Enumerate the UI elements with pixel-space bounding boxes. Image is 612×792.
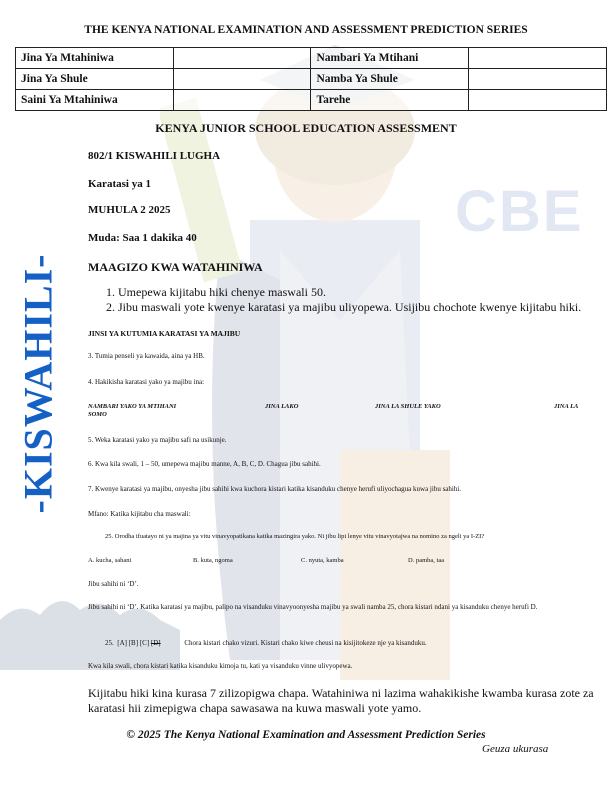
field-index-number: NAMBARI YAKO YA MTIHANI — [88, 403, 177, 410]
school-name-field[interactable] — [173, 69, 311, 90]
one-box-note: Kwa kila swali, chora kistari katika kisanduku kimoja tu, kati ya visanduku vinne ulivyopewa. — [88, 662, 353, 670]
header-title: THE KENYA NATIONAL EXAMINATION AND ASSESSMENT PREDICTION SERIES — [84, 24, 528, 36]
date-field[interactable] — [469, 90, 607, 111]
option-c: C. nyuta, kamba — [301, 557, 344, 564]
option-d: D. pamba, taa — [408, 557, 445, 564]
subject-side-label: -KISWAHILI- — [15, 253, 61, 514]
paper-number: Karatasi ya 1 — [88, 178, 151, 190]
index-number-label: Nambari Ya Mtihani — [311, 48, 469, 69]
assessment-title: KENYA JUNIOR SCHOOL EDUCATION ASSESSMENT — [155, 121, 457, 135]
bubble-note: Chora kistari chako vizuri. Kistari chako kiwe cheusi na kisijitokeze nje ya kisanduku. — [184, 639, 427, 647]
date-label: Tarehe — [311, 90, 469, 111]
table-row — [16, 69, 607, 90]
signature-label: Saini Ya Mtahiniwa — [16, 90, 174, 111]
rule-3: 3. Tumia penseli ya kawaida, aina ya HB. — [88, 352, 205, 360]
correct-answer: Jibu sahihi ni ‘D’. — [88, 580, 139, 588]
field-name: JINA LAKO — [265, 403, 299, 410]
example-label: Mfano: Katika kijitabu cha maswali: — [88, 510, 191, 518]
duration: Muda: Saa 1 dakika 40 — [88, 232, 197, 244]
table-row — [16, 48, 607, 69]
copyright: © 2025 The Kenya National Examination and Assessment Prediction Series — [126, 729, 486, 741]
option-a: A. kucha, sahani — [88, 557, 132, 564]
field-subject-cont: SOMO — [88, 411, 107, 418]
turn-over: Geuza ukurasa — [482, 743, 549, 755]
cbe-watermark: CBE — [455, 179, 584, 244]
table-row — [16, 90, 607, 111]
bubble-d-marked: [D] — [150, 639, 161, 647]
list-item: 2. Jibu maswali yote kwenye karatasi ya majibu uliyopewa. Usijibu chochote kwenye kijitabu hiki. — [118, 300, 581, 315]
rule-4: 4. Hakikisha karatasi yako ya majibu ina: — [88, 378, 205, 386]
field-school: JINA LA SHULE YAKO — [375, 403, 441, 410]
school-number-field[interactable] — [469, 69, 607, 90]
rule-5: 5. Weka karatasi yako ya majibu safi na usikunje. — [88, 436, 227, 444]
candidate-details-table — [15, 47, 607, 111]
signature-field[interactable] — [173, 90, 311, 111]
explanation: Jibu sahihi ni ‘D’. Katika karatasi ya majibu, palipo na visanduku vinavyoonyesha majibu ya swali namba 25, chora kistari ndani ya kisanduku chenye herufi D. — [88, 603, 538, 611]
school-name-label: Jina Ya Shule — [16, 69, 174, 90]
instructions-heading: MAAGIZO KWA WATAHINIWA — [88, 260, 263, 274]
graduates-silhouette — [0, 560, 180, 670]
candidate-name-field[interactable] — [173, 48, 311, 69]
pages-note: Kijitabu hiki kina kurasa 7 zilizopigwa chapa. Watahiniwa ni lazima wahakikishe kwamba kurasa zote za karatasi hii zimepigwa chapa sawasawa na kuwa maswali yote yamo. — [88, 686, 594, 715]
option-b: B. kuta, ngoma — [193, 557, 233, 564]
list-item: 1. Umepewa kijitabu hiki chenye maswali 50. — [118, 285, 581, 300]
answer-sheet-heading: JINSI YA KUTUMIA KARATASI YA MAJIBU — [88, 329, 241, 338]
bubble-a: [A] — [117, 639, 127, 647]
main-instructions-list — [88, 285, 581, 315]
rule-6: 6. Kwa kila swali, 1 – 50, umepewa majibu manne, A, B, C, D. Chagua jibu sahihi. — [88, 460, 321, 468]
candidate-name-label: Jina Ya Mtahiniwa — [16, 48, 174, 69]
bubble-question-number: 25. — [105, 639, 114, 647]
example-question: 25. Orodha ifuatayo ni ya majina ya vitu vinavyopatikana katika mazingira yako. Ni jibu lipi lenye vitu vinavyotajwa na nomino za ngeli ya I-ZI? — [105, 533, 485, 540]
index-number-field[interactable] — [469, 48, 607, 69]
paper-code: 802/1 KISWAHILI LUGHA — [88, 150, 221, 162]
bubble-b: [B] — [128, 639, 139, 647]
rule-7: 7. Kwenye karatasi ya majibu, onyesha jibu sahihi kwa kuchora kistari katika kisanduku chenye herufi uliyochagua kuwa jibu sahihi. — [88, 485, 462, 493]
field-subject: JINA LA — [554, 403, 579, 410]
answer-bubble-example — [105, 639, 427, 647]
school-number-label: Namba Ya Shule — [311, 69, 469, 90]
term: MUHULA 2 2025 — [88, 204, 171, 216]
bubble-c: [C] — [139, 639, 150, 647]
